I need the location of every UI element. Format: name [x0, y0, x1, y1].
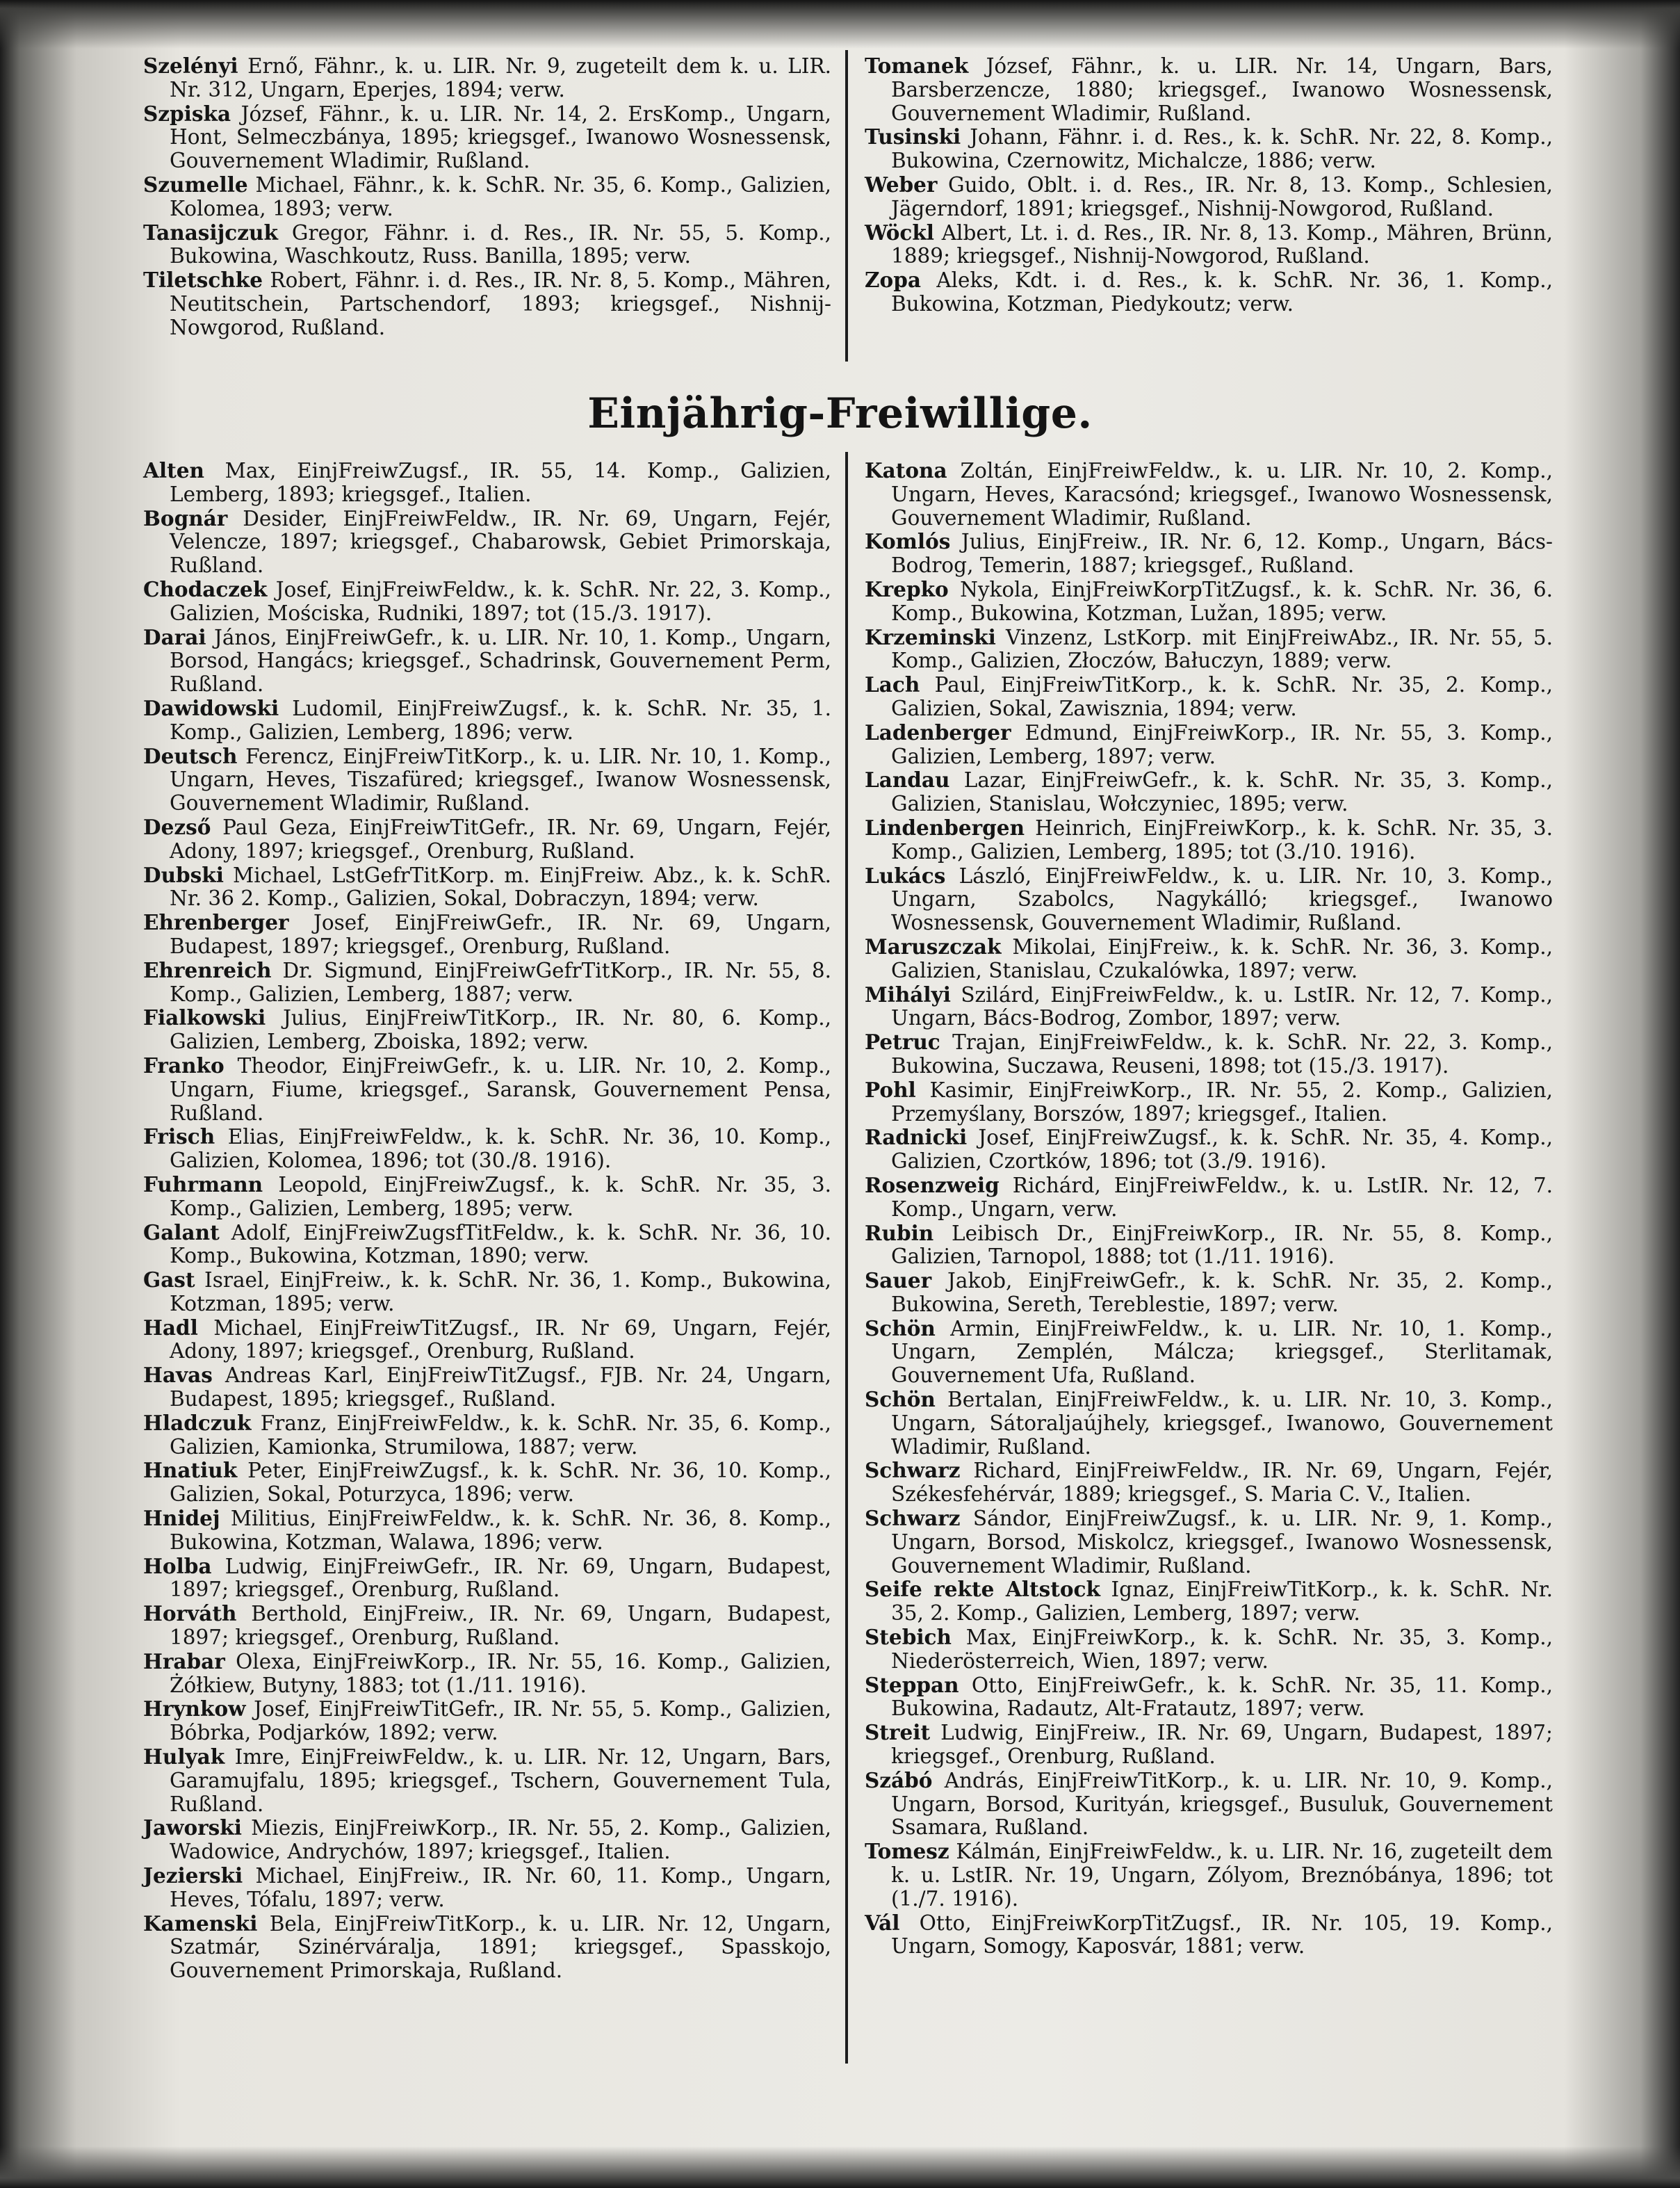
entry-details: Josef, EinjFreiwTitGefr., IR. Nr. 55, 5. Komp., Galizien, Bóbrka, Podjarków, 1892; verw.: [170, 1697, 831, 1745]
entry-surname: Stebich: [865, 1625, 952, 1650]
register-entry: [143, 911, 831, 959]
register-entry: [143, 864, 831, 911]
register-entry: [865, 1674, 1553, 1721]
entry-surname: Dubski: [143, 862, 224, 887]
entry-details: Guido, Oblt. i. d. Res., IR. Nr. 8, 13. Komp., Schlesien, Jägerndorf, 1891; kriegsgef., Nishnij-Nowgorod, Rußland.: [891, 172, 1553, 220]
entry-details: Richard, EinjFreiwFeldw., IR. Nr. 69, Ungarn, Fejér, Székesfehérvár, 1889; kriegsgef., S. Maria C. V., Italien.: [891, 1459, 1553, 1507]
entry-details: Michael, EinjFreiwTitZugsf., IR. Nr 69, Ungarn, Fejér, Adony, 1897; kriegsgef., Orenburg, Rußland.: [170, 1315, 831, 1363]
entry-details: Michael, Fähnr., k. k. SchR. Nr. 35, 6. Komp., Galizien, Kolomea, 1893; verw.: [170, 172, 831, 220]
register-entry: [143, 102, 831, 173]
column-divider-top: [845, 50, 848, 362]
entry-details: Kálmán, EinjFreiwFeldw., k. u. LIR. Nr. 16, zugeteilt dem k. u. LstIR. Nr. 19, Ungarn, Zólyom, Breznóbánya, 1896; tot (1./7. 1916).: [891, 1840, 1553, 1911]
top-right-column: [865, 54, 1553, 316]
entry-surname: Darai: [143, 624, 206, 649]
register-entry: [143, 1006, 831, 1054]
entry-surname: Jaworski: [143, 1815, 242, 1840]
register-entry: [143, 1912, 831, 1983]
entry-surname: Chodaczek: [143, 576, 268, 601]
entry-surname: Petruc: [865, 1030, 940, 1055]
register-entry: [865, 1721, 1553, 1769]
entry-surname: Szpiska: [143, 101, 231, 126]
entry-details: Szilárd, EinjFreiwFeldw., k. u. LstIR. Nr. 12, 7. Komp., Ungarn, Bács-Bodrog, Zombor, 1897; verw.: [891, 982, 1553, 1030]
entry-surname: Frisch: [143, 1124, 215, 1149]
entry-details: Ferencz, EinjFreiwTitKorp., k. u. LIR. Nr. 10, 1. Komp., Ungarn, Heves, Tiszafüred; kriegsgef., Iwanow Wosnessensk, Gouvernement Wladimir, Rußland.: [170, 744, 831, 816]
register-entry: [143, 54, 831, 102]
entry-details: Bela, EinjFreiwTitKorp., k. u. LIR. Nr. 12, Ungarn, Szatmár, Szinérváralja, 1891; kriegsgef., Spasskojo, Gouvernement Primorskaja, Rußland.: [170, 1911, 831, 1983]
entry-surname: Radnicki: [865, 1125, 968, 1150]
register-entry: [865, 1126, 1553, 1174]
register-entry: [865, 768, 1553, 816]
entry-details: Robert, Fähnr. i. d. Res., IR. Nr. 8, 5. Komp., Mähren, Neutitschein, Partschendorf, 1893; kriegsgef., Nishnij-Nowgorod, Rußland.: [170, 268, 831, 339]
entry-details: Imre, EinjFreiwFeldw., k. u. LIR. Nr. 12, Ungarn, Bars, Garamujfalu, 1895; kriegsgef., Tschern, Gouvernement Tula, Rußland.: [170, 1745, 831, 1816]
entry-details: András, EinjFreiwTitKorp., k. u. LIR. Nr. 10, 9. Komp., Ungarn, Borsod, Kurityán, kriegsgef., Busuluk, Gouvernement Ssamara, Rußland.: [891, 1768, 1553, 1840]
entry-surname: Dezső: [143, 814, 211, 839]
register-entry: [143, 697, 831, 745]
register-entry: [143, 1459, 831, 1507]
entry-surname: Deutsch: [143, 743, 238, 768]
register-entry: [865, 1626, 1553, 1674]
entry-details: Zoltán, EinjFreiwFeldw., k. u. LIR. Nr. 10, 2. Komp., Ungarn, Heves, Karacsónd; kriegsgef., Iwanowo Wosnessensk, Gouvernement Wladimir, Rußland.: [891, 459, 1553, 530]
entry-details: Mikolai, EinjFreiw., k. k. SchR. Nr. 36, 3. Komp., Galizien, Stanislau, Czukalówka, 1897; verw.: [891, 934, 1553, 982]
entry-surname: Gast: [143, 1267, 195, 1292]
entry-details: Peter, EinjFreiwZugsf., k. k. SchR. Nr. 36, 10. Komp., Galizien, Sokal, Poturzyca, 1896; verw.: [170, 1459, 831, 1507]
register-entry: [865, 1459, 1553, 1507]
register-entry: [143, 1745, 831, 1816]
entry-details: László, EinjFreiwFeldw., k. u. LIR. Nr. 10, 3. Komp., Ungarn, Szabolcs, Nagykálló; kriegsgef., Iwanowo Wosnessensk, Gouvernement Wladimir, Rußland.: [891, 864, 1553, 935]
entry-surname: Ehrenreich: [143, 957, 272, 982]
entry-surname: Rubin: [865, 1220, 934, 1245]
entry-surname: Szábó: [865, 1767, 933, 1792]
register-entry: [865, 1174, 1553, 1222]
register-entry: [865, 1911, 1553, 1959]
top-left-column: [143, 54, 831, 340]
register-entry: [143, 1507, 831, 1555]
entry-surname: Mihályi: [865, 982, 951, 1007]
register-entry: [865, 1769, 1553, 1840]
entry-details: Otto, EinjFreiwGefr., k. k. SchR. Nr. 35, 11. Komp., Bukowina, Radautz, Alt-Fratautz, 1897; verw.: [891, 1673, 1553, 1721]
entry-details: Desider, EinjFreiwFeldw., IR. Nr. 69, Ungarn, Fejér, Velencze, 1897; kriegsgef., Chabarowsk, Gebiet Primorskaja, Rußland.: [170, 506, 831, 578]
entry-details: Trajan, EinjFreiwFeldw., k. k. SchR. Nr. 22, 3. Komp., Bukowina, Suczawa, Reuseni, 1898; tot (15./3. 1917).: [891, 1030, 1553, 1078]
entry-surname: Hnidej: [143, 1506, 220, 1531]
register-entry: [143, 1173, 831, 1221]
entry-surname: Kamenski: [143, 1911, 258, 1936]
main-right-column: [865, 459, 1553, 1959]
entry-surname: Havas: [143, 1363, 213, 1388]
entry-surname: Hnatiuk: [143, 1458, 238, 1483]
entry-surname: Hulyak: [143, 1744, 225, 1769]
entry-details: Ignaz, EinjFreiwTitKorp., k. k. SchR. Nr. 35, 2. Komp., Galizien, Lemberg, 1897; verw.: [891, 1578, 1553, 1626]
entry-details: Michael, LstGefrTitKorp. m. EinjFreiw. Abz., k. k. SchR. Nr. 36 2. Komp., Galizien, Sokal, Dobraczyn, 1894; verw.: [170, 863, 831, 911]
register-entry: [865, 935, 1553, 983]
register-entry: [143, 1650, 831, 1698]
entry-surname: Dawidowski: [143, 695, 279, 720]
entry-surname: Bognár: [143, 505, 228, 530]
entry-details: Albert, Lt. i. d. Res., IR. Nr. 8, 13. Komp., Mähren, Brünn, 1889; kriegsgef., Nishnij-Nowgorod, Rußland.: [891, 220, 1553, 268]
register-entry: [865, 673, 1553, 721]
entry-surname: Tanasijczuk: [143, 220, 278, 245]
entry-details: Paul, EinjFreiwTitKorp., k. k. SchR. Nr. 35, 2. Komp., Galizien, Sokal, Zawisznia, 1894; verw.: [891, 673, 1553, 720]
register-entry: [143, 1697, 831, 1745]
register-entry: [865, 1030, 1553, 1078]
entry-details: Miezis, EinjFreiwKorp., IR. Nr. 55, 2. Komp., Galizien, Wadowice, Andrychów, 1897; kriegsgef., Italien.: [170, 1816, 831, 1864]
entry-surname: Schwarz: [865, 1458, 961, 1483]
register-entry: [143, 1316, 831, 1364]
entry-details: Ludwig, EinjFreiw., IR. Nr. 69, Ungarn, Budapest, 1897; kriegsgef., Orenburg, Rußland.: [891, 1721, 1553, 1769]
entry-surname: Alten: [143, 458, 204, 483]
entry-surname: Schön: [865, 1315, 936, 1340]
entry-surname: Lindenbergen: [865, 815, 1025, 840]
entry-details: Josef, EinjFreiwFeldw., k. k. SchR. Nr. 22, 3. Komp., Galizien, Mościska, Rudniki, 1897; tot (15./3. 1917).: [170, 577, 831, 625]
entry-details: Andreas Karl, EinjFreiwTitZugsf., FJB. Nr. 24, Ungarn, Budapest, 1895; kriegsgef., Rußland.: [170, 1363, 831, 1411]
register-entry: [143, 626, 831, 697]
entry-details: Julius, EinjFreiwTitKorp., IR. Nr. 80, 6. Komp., Galizien, Lemberg, Zboiska, 1892; verw.: [170, 1006, 831, 1054]
register-entry: [865, 1078, 1553, 1126]
register-entry: [143, 173, 831, 221]
entry-details: Josef, EinjFreiwZugsf., k. k. SchR. Nr. 35, 4. Komp., Galizien, Czortków, 1896; tot (3./9. 1916).: [891, 1126, 1553, 1174]
entry-surname: Hladczuk: [143, 1410, 252, 1435]
entry-details: Otto, EinjFreiwKorpTitZugsf., IR. Nr. 105, 19. Komp., Ungarn, Somogy, Kaposvár, 1881; verw.: [891, 1911, 1553, 1959]
entry-surname: Sauer: [865, 1268, 932, 1293]
entry-surname: Seife rekte Altstock: [865, 1577, 1100, 1602]
register-entry: [865, 816, 1553, 864]
entry-surname: Lukács: [865, 863, 946, 888]
entry-surname: Horváth: [143, 1601, 237, 1626]
register-entry: [865, 1578, 1553, 1626]
entry-details: Ernő, Fähnr., k. u. LIR. Nr. 9, zugeteilt dem k. u. LIR. Nr. 312, Ungarn, Eperjes, 1894; verw.: [170, 54, 831, 102]
entry-details: Aleks, Kdt. i. d. Res., k. k. SchR. Nr. 36, 1. Komp., Bukowina, Kotzman, Piedykoutz; verw.: [891, 268, 1553, 316]
entry-surname: Maruszczak: [865, 934, 1002, 959]
entry-surname: Wöckl: [865, 220, 935, 245]
entry-details: Franz, EinjFreiwFeldw., k. k. SchR. Nr. 35, 6. Komp., Galizien, Kamionka, Strumilowa, 1887; verw.: [170, 1411, 831, 1459]
entry-surname: Landau: [865, 768, 950, 793]
entry-surname: Szumelle: [143, 172, 248, 197]
entry-surname: Vál: [865, 1910, 900, 1935]
entry-surname: Krepko: [865, 576, 949, 601]
entry-details: Richárd, EinjFreiwFeldw., k. u. LstIR. Nr. 12, 7. Komp., Ungarn, verw.: [891, 1173, 1553, 1221]
entry-details: Gregor, Fähnr. i. d. Res., IR. Nr. 55, 5. Komp., Bukowina, Waschkoutz, Russ. Banilla, 1895; verw.: [170, 220, 831, 268]
register-entry: [865, 983, 1553, 1031]
entry-surname: Fuhrmann: [143, 1172, 263, 1197]
register-entry: [865, 1222, 1553, 1270]
register-entry: [865, 268, 1553, 316]
entry-details: Leibisch Dr., EinjFreiwKorp., IR. Nr. 55, 8. Komp., Galizien, Tarnopol, 1888; tot (1./11. 1916).: [891, 1221, 1553, 1269]
register-entry: [865, 721, 1553, 769]
entry-surname: Schön: [865, 1387, 936, 1412]
register-entry: [865, 530, 1553, 578]
register-entry: [143, 1221, 831, 1269]
entry-surname: Hrynkow: [143, 1696, 246, 1721]
register-entry: [865, 221, 1553, 269]
entry-details: Berthold, EinjFreiw., IR. Nr. 69, Ungarn, Budapest, 1897; kriegsgef., Orenburg, Rußland.: [170, 1602, 831, 1650]
register-entry: [143, 1054, 831, 1125]
register-entry: [865, 1317, 1553, 1388]
entry-details: Max, EinjFreiwKorp., k. k. SchR. Nr. 35, 3. Komp., Niederösterreich, Wien, 1897; verw.: [891, 1626, 1553, 1673]
entry-surname: Lach: [865, 672, 920, 697]
register-entry: [865, 173, 1553, 221]
entry-surname: Tomesz: [865, 1839, 949, 1864]
section-heading: Einjährig-Freiwillige.: [587, 389, 1093, 438]
register-entry: [865, 1269, 1553, 1317]
register-entry: [865, 125, 1553, 173]
register-entry: [143, 1125, 831, 1173]
entry-details: Johann, Fähnr. i. d. Res., k. k. SchR. Nr. 22, 8. Komp., Bukowina, Czernowitz, Michalcze, 1886; verw.: [891, 125, 1553, 173]
register-entry: [143, 1555, 831, 1603]
register-entry: [865, 626, 1553, 674]
entry-details: Nykola, EinjFreiwKorpTitZugsf., k. k. SchR. Nr. 36, 6. Komp., Bukowina, Kotzman, Lužan, 1895; verw.: [891, 577, 1553, 625]
entry-surname: Hrabar: [143, 1648, 225, 1674]
register-entry: [865, 1507, 1553, 1578]
entry-details: Theodor, EinjFreiwGefr., k. u. LIR. Nr. 10, 2. Komp., Ungarn, Fiume, kriegsgef., Saransk, Gouvernement Pensa, Rußland.: [170, 1053, 831, 1125]
register-entry: [143, 578, 831, 626]
register-entry: [865, 1388, 1553, 1459]
entry-surname: Schwarz: [865, 1506, 961, 1531]
entry-surname: Ehrenberger: [143, 910, 289, 935]
entry-details: Max, EinjFreiwZugsf., IR. 55, 14. Komp., Galizien, Lemberg, 1893; kriegsgef., Italien.: [170, 459, 831, 506]
entry-surname: Tiletschke: [143, 268, 263, 293]
entry-surname: Rosenzweig: [865, 1172, 1000, 1197]
register-entry: [143, 221, 831, 269]
entry-details: Julius, EinjFreiw., IR. Nr. 6, 12. Komp., Ungarn, Bács-Bodrog, Temerin, 1887; kriegsgef., Rußland.: [891, 530, 1553, 578]
register-entry: [143, 1411, 831, 1459]
top-edge-shadow: [0, 0, 1680, 49]
register-entry: [143, 268, 831, 339]
entry-surname: Fialkowski: [143, 1005, 266, 1030]
register-entry: [143, 816, 831, 864]
register-entry: [143, 959, 831, 1007]
entry-surname: Hadl: [143, 1315, 198, 1340]
register-entry: [143, 1816, 831, 1864]
entry-details: Leopold, EinjFreiwZugsf., k. k. SchR. Nr. 35, 3. Komp., Galizien, Lemberg, 1895; verw.: [170, 1172, 831, 1220]
entry-surname: Szelényi: [143, 54, 238, 78]
register-entry: [143, 1602, 831, 1650]
entry-surname: Zopa: [865, 268, 921, 293]
entry-details: Elias, EinjFreiwFeldw., k. k. SchR. Nr. 36, 10. Komp., Galizien, Kolomea, 1896; tot (30./8. 1916).: [170, 1125, 831, 1173]
entry-surname: Franko: [143, 1053, 225, 1078]
entry-details: Josef, EinjFreiwGefr., IR. Nr. 69, Ungarn, Budapest, 1897; kriegsgef., Orenburg, Rußland.: [170, 911, 831, 958]
entry-surname: Holba: [143, 1553, 212, 1578]
register-entry: [143, 507, 831, 578]
entry-details: Olexa, EinjFreiwKorp., IR. Nr. 55, 16. Komp., Galizien, Żółkiew, Butyny, 1883; tot (1./11. 1916).: [170, 1649, 831, 1697]
entry-surname: Katona: [865, 458, 947, 483]
entry-surname: Jezierski: [143, 1863, 243, 1888]
register-entry: [865, 578, 1553, 626]
entry-details: Ludomil, EinjFreiwZugsf., k. k. SchR. Nr. 35, 1. Komp., Galizien, Lemberg, 1896; verw.: [170, 696, 831, 744]
register-entry: [865, 864, 1553, 935]
entry-details: János, EinjFreiwGefr., k. u. LIR. Nr. 10, 1. Komp., Ungarn, Borsod, Hangács; kriegsgef., Schadrinsk, Gouvernement Perm, Rußland.: [170, 625, 831, 697]
entry-surname: Komlós: [865, 529, 951, 554]
entry-surname: Weber: [865, 172, 938, 197]
column-divider-main: [845, 452, 848, 2064]
entry-surname: Tomanek: [865, 54, 969, 78]
entry-details: József, Fähnr., k. u. LIR. Nr. 14, Ungarn, Bars, Barsberzencze, 1880; kriegsgef., Iwanowo Wosnessensk, Gouvernement Wladimir, Rußland.: [891, 54, 1553, 125]
entry-surname: Steppan: [865, 1672, 959, 1697]
entry-details: Dr. Sigmund, EinjFreiwGefrTitKorp., IR. Nr. 55, 8. Komp., Galizien, Lemberg, 1887; verw.: [170, 958, 831, 1006]
entry-details: Michael, EinjFreiw., IR. Nr. 60, 11. Komp., Ungarn, Heves, Tófalu, 1897; verw.: [170, 1864, 831, 1911]
entry-details: Heinrich, EinjFreiwKorp., k. k. SchR. Nr. 35, 3. Komp., Galizien, Lemberg, 1895; tot (3./10. 1916).: [891, 816, 1553, 864]
register-entry: [143, 459, 831, 507]
entry-details: Vinzenz, LstKorp. mit EinjFreiwAbz., IR. Nr. 55, 5. Komp., Galizien, Złoczów, Bałuczyn, 1889; verw.: [891, 625, 1553, 673]
entry-details: Lazar, EinjFreiwGefr., k. k. SchR. Nr. 35, 3. Komp., Galizien, Stanislau, Wołczyniec, 1895; verw.: [891, 768, 1553, 816]
bottom-edge-shadow: [0, 2146, 1680, 2188]
entry-surname: Streit: [865, 1720, 931, 1745]
entry-details: Militius, EinjFreiwFeldw., k. k. SchR. Nr. 36, 8. Komp., Bukowina, Kotzman, Walawa, 1896; verw.: [170, 1507, 831, 1554]
entry-details: Israel, EinjFreiw., k. k. SchR. Nr. 36, 1. Komp., Bukowina, Kotzman, 1895; verw.: [170, 1268, 831, 1315]
entry-details: Adolf, EinjFreiwZugsfTitFeldw., k. k. SchR. Nr. 36, 10. Komp., Bukowina, Kotzman, 1890; verw.: [170, 1220, 831, 1268]
register-entry: [865, 459, 1553, 530]
entry-surname: Tusinski: [865, 124, 961, 149]
entry-details: Sándor, EinjFreiwZugsf., k. u. LIR. Nr. 9, 1. Komp., Ungarn, Borsod, Miskolcz, kriegsgef., Iwanowo Wosnessensk, Gouvernement Wladimir, Rußland.: [891, 1507, 1553, 1578]
register-entry: [143, 1363, 831, 1411]
entry-details: József, Fähnr., k. u. LIR. Nr. 14, 2. ErsKomp., Ungarn, Hont, Selmeczbánya, 1895; kriegsgef., Iwanowo Wosnessensk, Gouvernement Wladimir, Rußland.: [170, 102, 831, 173]
register-entry: [143, 1864, 831, 1912]
entry-details: Armin, EinjFreiwFeldw., k. u. LIR. Nr. 10, 1. Komp., Ungarn, Zemplén, Málcza; kriegsgef., Sterlitamak, Gouvernement Ufa, Rußland.: [891, 1316, 1553, 1388]
entry-surname: Galant: [143, 1219, 220, 1245]
main-left-column: [143, 459, 831, 1983]
entry-details: Ludwig, EinjFreiwGefr., IR. Nr. 69, Ungarn, Budapest, 1897; kriegsgef., Orenburg, Rußland.: [170, 1554, 831, 1602]
entry-details: Kasimir, EinjFreiwKorp., IR. Nr. 55, 2. Komp., Galizien, Przemyślany, Borszów, 1897; kriegsgef., Italien.: [891, 1078, 1553, 1126]
entry-surname: Pohl: [865, 1077, 916, 1102]
entry-details: Jakob, EinjFreiwGefr., k. k. SchR. Nr. 35, 2. Komp., Bukowina, Sereth, Tereblestie, 1897; verw.: [891, 1269, 1553, 1316]
entry-details: Paul Geza, EinjFreiwTitGefr., IR. Nr. 69, Ungarn, Fejér, Adony, 1897; kriegsgef., Orenburg, Rußland.: [170, 815, 831, 863]
register-entry: [143, 1268, 831, 1316]
entry-details: Edmund, EinjFreiwKorp., IR. Nr. 55, 3. Komp., Galizien, Lemberg, 1897; verw.: [891, 720, 1553, 768]
entry-surname: Krzeminski: [865, 624, 996, 649]
register-entry: [865, 1840, 1553, 1911]
register-entry: [865, 54, 1553, 125]
entry-details: Bertalan, EinjFreiwFeldw., k. u. LIR. Nr. 10, 3. Komp., Ungarn, Sátoraljaújhely, kriegsgef., Iwanowo, Gouvernement Wladimir, Rußland.: [891, 1388, 1553, 1459]
register-entry: [143, 745, 831, 816]
entry-surname: Ladenberger: [865, 720, 1011, 745]
